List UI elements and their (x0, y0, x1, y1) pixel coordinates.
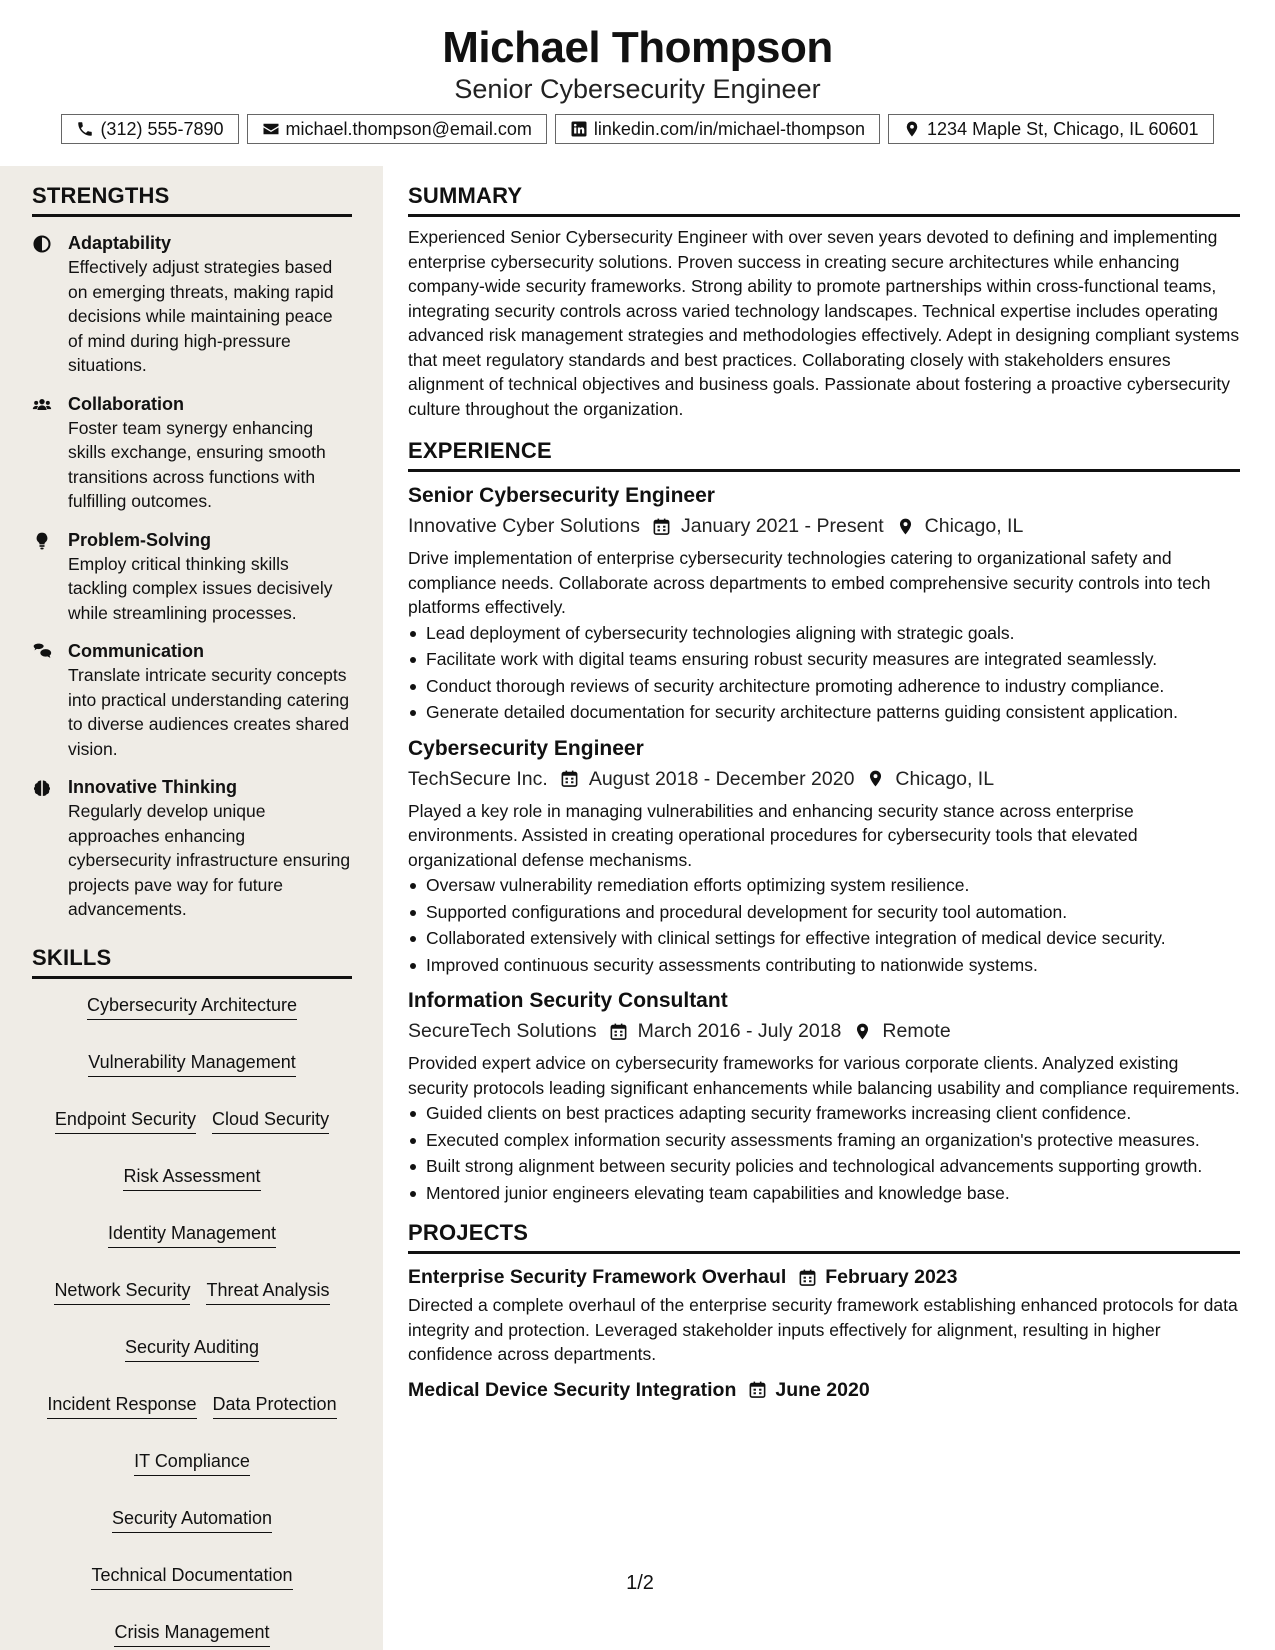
map-pin-icon (866, 769, 885, 788)
contact-linkedin-text: linkedin.com/in/michael-thompson (593, 118, 866, 139)
strength-item (32, 639, 352, 761)
skill-tag: Risk Assessment (123, 1164, 260, 1191)
bullet-item: Guided clients on best practices adapting security frameworks increasing client confidence. (408, 1101, 1240, 1126)
bullet-item: Conduct thorough reviews of security architecture promoting adherence to industry compliance. (408, 674, 1240, 699)
job-description: Provided expert advice on cybersecurity frameworks for various corporate clients. Analyzed existing security protocols leading significant enhancements while balancing usability and compliance requirements. (408, 1053, 1240, 1098)
job-dates: March 2016 - July 2018 (637, 1020, 842, 1042)
skill-tag: Network Security (54, 1278, 190, 1305)
job-entry (408, 987, 1240, 1205)
skill-tag: Identity Management (108, 1221, 276, 1248)
calendar-icon (560, 769, 579, 788)
job-company: SecureTech Solutions (408, 1020, 597, 1042)
job-location: Remote (882, 1020, 951, 1042)
strength-name: Communication (68, 641, 205, 661)
bullet-item: Executed complex information security assessments framing an organization's protective measures. (408, 1128, 1240, 1153)
skill-tag: Cybersecurity Architecture (87, 993, 297, 1020)
bullet-item: Lead deployment of cybersecurity technologies aligning with strategic goals. (408, 621, 1240, 646)
map-pin-icon (903, 120, 921, 138)
skills-heading: SKILLS (32, 944, 352, 979)
lightbulb-icon (32, 531, 52, 551)
calendar-icon (609, 1022, 628, 1041)
page-number: 1/2 (626, 1572, 654, 1594)
half-circle-icon (32, 234, 52, 254)
strength-item (32, 231, 352, 378)
skill-tag: Security Auditing (125, 1335, 259, 1362)
bullet-item: Oversaw vulnerability remediation efforts optimizing system resilience. (408, 873, 1240, 898)
strength-desc: Foster team synergy enhancing skills exchange, ensuring smooth transitions across functions with fulfilling outcomes. (68, 417, 326, 511)
job-entry (408, 735, 1240, 978)
job-description: Drive implementation of enterprise cybersecurity technologies catering to organizational safety and compliance needs. Collaborate across departments to embed comprehensive security controls into tech platforms effectively. (408, 548, 1211, 617)
project-date: June 2020 (775, 1378, 870, 1401)
contact-bar (0, 114, 1275, 144)
job-title: Cybersecurity Engineer (408, 736, 644, 760)
comments-icon (32, 642, 52, 662)
bullet-item: Facilitate work with digital teams ensuring robust security measures are integrated seamlessly. (408, 647, 1240, 672)
project-description: Directed a complete overhaul of the enterprise security framework establishing enhanced protocols for data integrity and protection. Leveraged stakeholder inputs effectively for alignment, resulting in higher confidence across departments. (408, 1295, 1238, 1364)
main-column (408, 166, 1240, 1403)
strength-desc: Regularly develop unique approaches enhancing cybersecurity infrastructure ensuring projects pave way for future advancements. (68, 801, 351, 919)
project-header (408, 1377, 1240, 1403)
project-name: Enterprise Security Framework Overhaul (408, 1266, 787, 1288)
skill-tag: Incident Response (47, 1392, 196, 1419)
strength-desc: Effectively adjust strategies based on emerging threats, making rapid decisions while maintaining peace of mind during high-pressure situations. (68, 257, 334, 375)
bullet-item: Generate detailed documentation for security architecture patterns guiding consistent application. (408, 700, 1240, 725)
candidate-name: Michael Thompson (442, 23, 833, 72)
project-date: February 2023 (825, 1266, 958, 1288)
job-company: Innovative Cyber Solutions (408, 515, 640, 537)
project-entry (408, 1264, 1240, 1367)
job-company: TechSecure Inc. (408, 767, 548, 790)
strength-item (32, 775, 352, 922)
strength-name: Adaptability (68, 233, 172, 253)
brain-icon (32, 778, 52, 798)
strengths-heading: STRENGTHS (32, 182, 352, 217)
contact-phone[interactable] (61, 114, 238, 144)
job-bullets (408, 621, 1240, 725)
skill-tag: Crisis Management (114, 1620, 269, 1647)
contact-email-text: michael.thompson@email.com (285, 118, 532, 139)
users-icon (32, 395, 52, 415)
job-meta (408, 1017, 1240, 1045)
strength-name: Collaboration (68, 393, 184, 414)
job-bullets (408, 873, 1240, 977)
calendar-icon (652, 517, 671, 536)
summary-text: Experienced Senior Cybersecurity Engineer with over seven years devoted to defining and implementing enterprise cybersecurity solutions. Proven success in creating secure architectures while enhancing company-wide security frameworks. Strong ability to promote partnerships within cross-functional teams, integrating security controls across varied technology landscapes. Technical expertise includes operating advanced risk management strategies and methodologies effectively. Adept in designing compliant systems that meet regulatory standards and best practices. Collaborating closely with stakeholders ensures alignment of technical objectives and business goals. Passionate about fostering a proactive cybersecurity culture throughout the organization. (408, 227, 1240, 419)
bullet-item: Built strong alignment between security policies and technological advancements supporting growth. (408, 1154, 1240, 1179)
projects-heading: PROJECTS (408, 1219, 1240, 1254)
strength-item (32, 528, 352, 626)
skill-tag: Security Automation (112, 1506, 272, 1533)
job-meta (408, 512, 1240, 540)
candidate-title: Senior Cybersecurity Engineer (454, 74, 821, 104)
envelope-icon (262, 120, 280, 138)
job-entry (408, 482, 1240, 725)
phone-icon (76, 120, 94, 138)
bullet-item: Mentored junior engineers elevating team capabilities and knowledge base. (408, 1181, 1240, 1206)
contact-email[interactable] (247, 114, 547, 144)
job-dates: January 2021 - Present (680, 515, 884, 537)
skill-tag: Vulnerability Management (88, 1050, 295, 1077)
map-pin-icon (896, 517, 915, 536)
skill-tag: Endpoint Security (55, 1107, 196, 1134)
job-description: Played a key role in managing vulnerabilities and enhancing security stance across enterprise environments. Assisted in creating operational procedures for cybersecurity tools that elevated organizational defense mechanisms. (408, 800, 1138, 870)
skills-list (32, 993, 352, 1647)
strength-desc: Translate intricate security concepts into practical understanding catering to diverse audiences creates shared vision. (68, 665, 350, 759)
bullet-item: Collaborated extensively with clinical settings for effective integration of medical device security. (408, 926, 1240, 951)
calendar-icon (798, 1268, 817, 1287)
contact-linkedin[interactable] (555, 114, 880, 144)
contact-address-text: 1234 Maple St, Chicago, IL 60601 (927, 118, 1199, 139)
skill-tag: Threat Analysis (206, 1278, 329, 1305)
linkedin-icon (570, 120, 588, 138)
skill-tag: Technical Documentation (91, 1563, 292, 1590)
skill-tag: IT Compliance (134, 1449, 250, 1476)
bullet-item: Supported configurations and procedural development for security tool automation. (408, 900, 1240, 925)
sidebar (0, 166, 383, 1650)
project-entry (408, 1377, 1240, 1403)
project-header (408, 1264, 1240, 1290)
job-location: Chicago, IL (924, 515, 1024, 537)
summary-heading: SUMMARY (408, 182, 1240, 217)
map-pin-icon (853, 1022, 872, 1041)
bullet-item: Improved continuous security assessments contributing to nationwide systems. (408, 953, 1240, 978)
job-title: Information Security Consultant (408, 989, 728, 1012)
strength-name: Problem-Solving (68, 529, 212, 550)
project-name: Medical Device Security Integration (408, 1378, 737, 1401)
skill-tag: Cloud Security (212, 1107, 329, 1134)
job-dates: August 2018 - December 2020 (588, 767, 855, 790)
job-meta (408, 765, 1240, 793)
experience-heading: EXPERIENCE (408, 437, 1240, 472)
contact-phone-text: (312) 555-7890 (100, 118, 224, 139)
job-title: Senior Cybersecurity Engineer (408, 484, 715, 507)
job-location: Chicago, IL (895, 767, 995, 790)
strength-name: Innovative Thinking (68, 777, 238, 797)
job-bullets (408, 1101, 1240, 1205)
contact-address[interactable] (888, 114, 1214, 144)
strength-item (32, 392, 352, 514)
strength-desc: Employ critical thinking skills tackling complex issues decisively while streamlining processes. (68, 553, 333, 623)
skill-tag: Data Protection (213, 1392, 337, 1419)
calendar-icon (748, 1380, 767, 1399)
